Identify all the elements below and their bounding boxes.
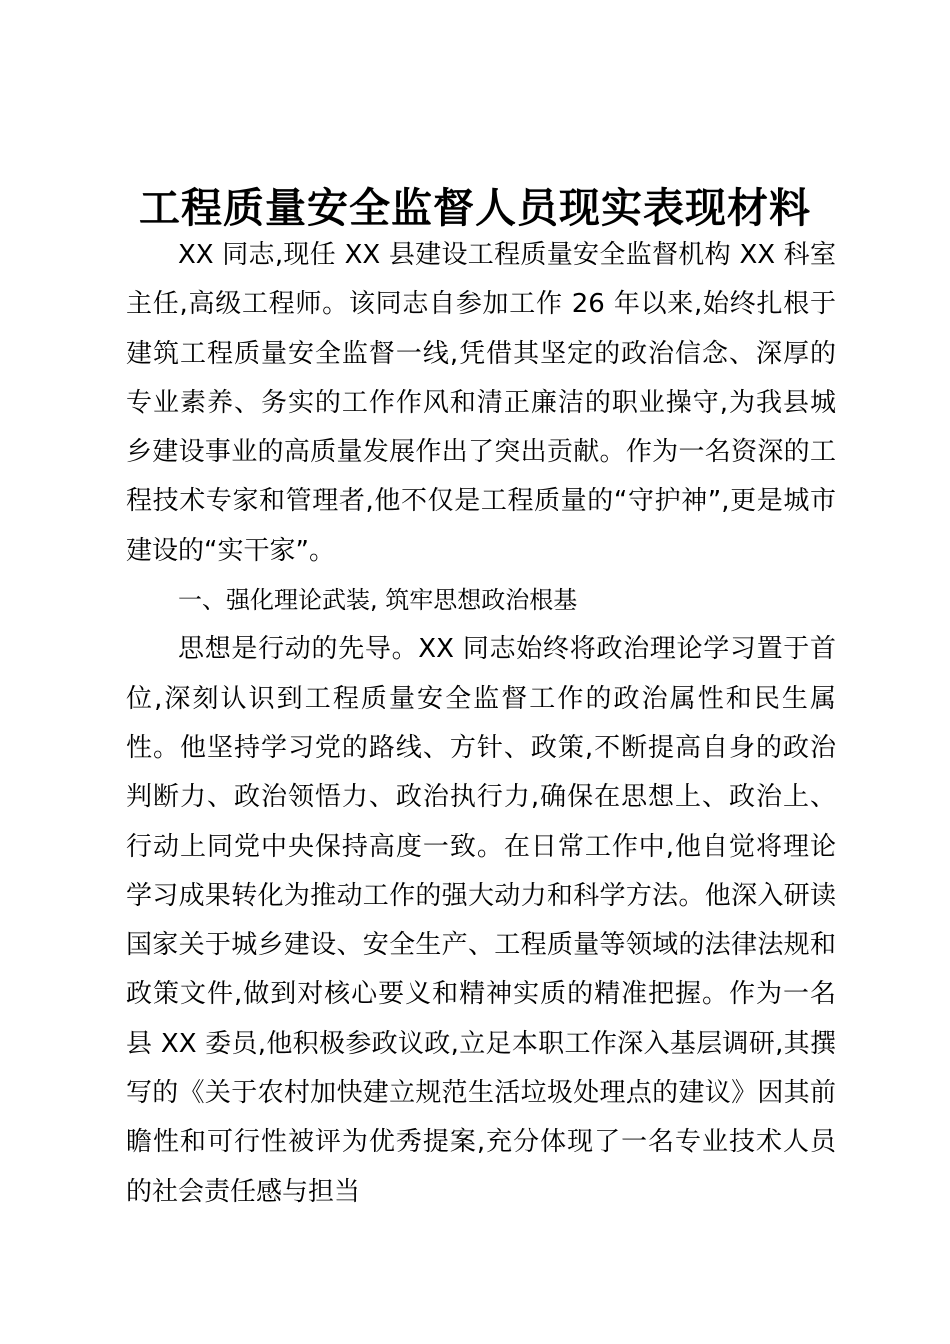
section-heading: 一、强化理论武装, 筑牢思想政治根基 bbox=[178, 586, 578, 615]
document-title: 工程质量安全监督人员现实表现材料 bbox=[139, 184, 811, 232]
intro-paragraph: XX 同志,现任 XX 县建设工程质量安全监督机构 XX 科室主任,高级工程师。该同志自参加工作 26 年以来,始终扎根于建筑工程质量安全监督一线,凭借其坚定的政治信念、深厚的专业素养、务实的工作作风和清正廉洁的职业操守,为我县城乡建设事业的高质量发展作出了突出贡献。作为一名资深的工程技术专家和管理者,他不仅是工程质量的“守护神”,更是城市建设的“实干家”。 bbox=[126, 240, 836, 566]
section-paragraph: 思想是行动的先导。XX 同志始终将政治理论学习置于首位,深刻认识到工程质量安全监督工作的政治属性和民生属性。他坚持学习党的路线、方针、政策,不断提高自身的政治判断力、政治领悟力、政治执行力,确保在思想上、政治上、行动上同党中央保持高度一致。在日常工作中,他自觉将理论学习成果转化为推动工作的强大动力和科学方法。他深入研读国家关于城乡建设、安全生产、工程质量等领域的法律法规和政策文件,做到对核心要义和精神实质的精准把握。作为一名县 XX 委员,他积极参政议政,立足本职工作深入基层调研,其撰写的《关于农村加快建立规范生活垃圾处理点的建议》因其前瞻性和可行性被评为优秀提案,充分体现了一名专业技术人员的社会责任感与担当 bbox=[126, 634, 836, 1207]
document-body bbox=[126, 231, 836, 1217]
